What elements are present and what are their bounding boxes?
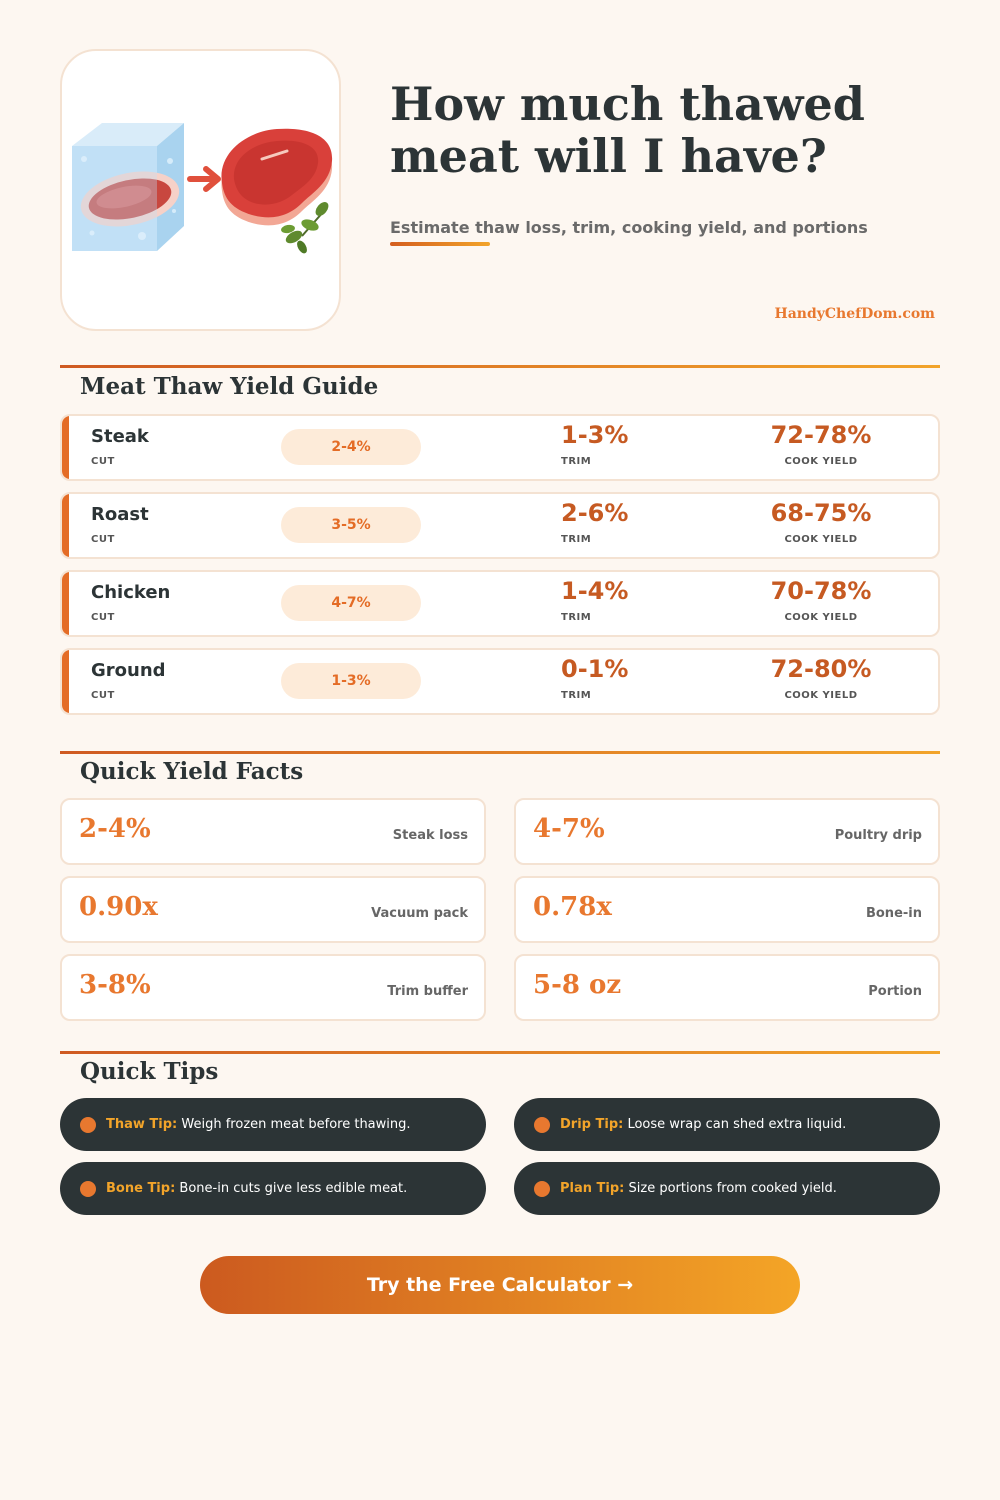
tip-label: Thaw Tip: (106, 1117, 178, 1132)
tip-pill (514, 1098, 940, 1151)
guide-row-chicken (60, 570, 940, 637)
fact-card (60, 798, 486, 865)
cook-yield-label: COOK YIELD (784, 690, 858, 701)
tip-label: Plan Tip: (560, 1181, 625, 1196)
row-accent-bar (62, 494, 69, 557)
fact-card (60, 876, 486, 943)
tip-text: Size portions from cooked yield. (628, 1181, 837, 1196)
fact-label: Vacuum pack (371, 906, 468, 921)
guide-row-steak (60, 414, 940, 481)
cook-yield-label: COOK YIELD (784, 456, 858, 467)
cut-name: Steak (91, 426, 149, 447)
row-accent-bar (62, 572, 69, 635)
fact-value: 5-8 oz (533, 970, 622, 1000)
cut-label: CUT (91, 612, 115, 623)
brand-name: HandyChefDom.com (774, 306, 935, 322)
try-calculator-button[interactable]: Try the Free Calculator → (200, 1256, 800, 1314)
thaw-loss-pill: 4-7% (281, 585, 421, 621)
fact-card (514, 876, 940, 943)
guide-row-ground (60, 648, 940, 715)
thaw-loss-pill: 3-5% (281, 507, 421, 543)
trim-value: 1-4% (561, 577, 629, 605)
trim-label: TRIM (561, 690, 592, 701)
trim-label: TRIM (561, 456, 592, 467)
fact-label: Bone-in (865, 906, 922, 921)
fact-value: 0.78x (533, 892, 612, 922)
fact-label: Portion (868, 984, 922, 999)
cook-yield-value: 72-80% (770, 655, 872, 683)
guide-row-roast (60, 492, 940, 559)
tip-pill (60, 1162, 486, 1215)
hero-illustration (62, 51, 341, 331)
tip-label: Drip Tip: (560, 1117, 624, 1132)
cut-name: Roast (91, 504, 149, 525)
trim-value: 2-6% (561, 499, 629, 527)
tips-section-title: Quick Tips (80, 1058, 219, 1085)
fact-value: 2-4% (79, 814, 151, 844)
fact-value: 4-7% (533, 814, 605, 844)
tip-label: Bone Tip: (106, 1181, 176, 1196)
tip-text: Weigh frozen meat before thawing. (181, 1117, 411, 1132)
tip-pill (514, 1162, 940, 1215)
page-subtitle: Estimate thaw loss, trim, cooking yield, and portions (390, 218, 868, 237)
cook-yield-label: COOK YIELD (784, 612, 858, 623)
trim-value: 1-3% (561, 421, 629, 449)
cut-label: CUT (91, 456, 115, 467)
section-divider (60, 751, 940, 754)
cook-yield-value: 72-78% (770, 421, 872, 449)
cut-label: CUT (91, 534, 115, 545)
facts-section-title: Quick Yield Facts (80, 758, 304, 785)
fact-label: Steak loss (392, 828, 468, 843)
trim-value: 0-1% (561, 655, 629, 683)
cut-name: Chicken (91, 582, 171, 603)
thaw-loss-pill: 1-3% (281, 663, 421, 699)
subtitle-underline (390, 242, 490, 246)
tip-text: Loose wrap can shed extra liquid. (627, 1117, 847, 1132)
hero-illustration-card (60, 49, 341, 331)
trim-label: TRIM (561, 534, 592, 545)
thaw-loss-pill: 2-4% (281, 429, 421, 465)
tip-pill (60, 1098, 486, 1151)
thawed-steak-icon (221, 129, 332, 226)
tip-bullet-icon (80, 1181, 96, 1197)
fact-label: Poultry drip (834, 828, 922, 843)
row-accent-bar (62, 650, 69, 713)
section-divider (60, 365, 940, 368)
fact-value: 0.90x (79, 892, 158, 922)
cut-name: Ground (91, 660, 166, 681)
page-title: How much thawed meat will I have? (390, 77, 865, 183)
arrow-right-icon (190, 169, 218, 189)
section-divider (60, 1051, 940, 1054)
fact-value: 3-8% (79, 970, 151, 1000)
tip-bullet-icon (80, 1117, 96, 1133)
cook-yield-label: COOK YIELD (784, 534, 858, 545)
fact-card (514, 954, 940, 1021)
fact-card (514, 798, 940, 865)
row-accent-bar (62, 416, 69, 479)
cook-yield-value: 70-78% (770, 577, 872, 605)
tip-bullet-icon (534, 1117, 550, 1133)
guide-section-title: Meat Thaw Yield Guide (80, 373, 379, 400)
cut-label: CUT (91, 690, 115, 701)
frozen-meat-icon (72, 123, 184, 251)
cook-yield-value: 68-75% (770, 499, 872, 527)
fact-card (60, 954, 486, 1021)
tip-text: Bone-in cuts give less edible meat. (179, 1181, 408, 1196)
fact-label: Trim buffer (387, 984, 468, 999)
tip-bullet-icon (534, 1181, 550, 1197)
trim-label: TRIM (561, 612, 592, 623)
